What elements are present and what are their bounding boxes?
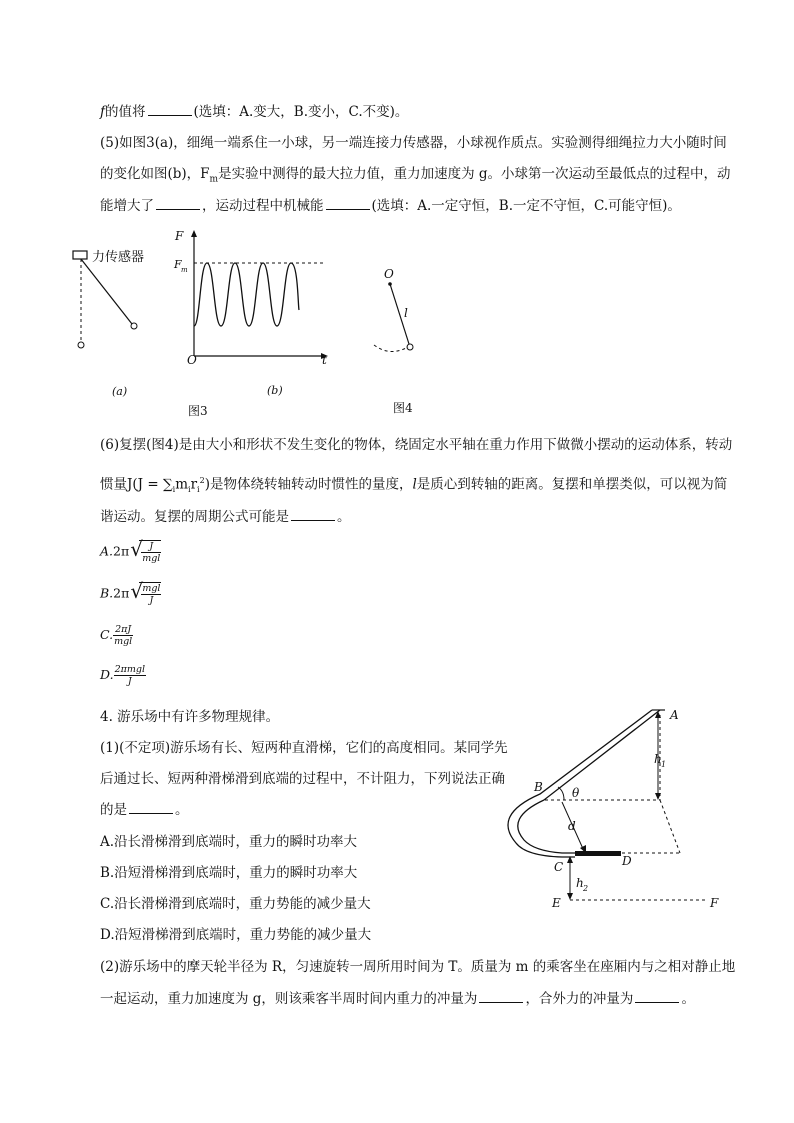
q6-line1: (6)复摆(图4)是由大小和形状不发生变化的物体，绕固定水平轴在重力作用下做微小摆动的运动体系，转动 — [100, 437, 733, 453]
denominator: mgl — [142, 553, 161, 564]
q4-choice-A[interactable]: A.沿长滑梯滑到底端时，重力的瞬时功率大 — [100, 834, 358, 850]
q4-text-b: 。 — [175, 802, 189, 818]
q4-choice-D[interactable]: D.沿短滑梯滑到底端时，重力势能的减少量大 — [100, 927, 372, 943]
q6-var-l: l — [412, 476, 417, 493]
q4-choice-B[interactable]: B.沿短滑梯滑到底端时，重力的瞬时功率大 — [100, 865, 358, 881]
axis-F-label: F — [175, 229, 184, 243]
sensor-label: 力传感器 — [92, 250, 145, 265]
answer-blank-period[interactable] — [291, 508, 335, 521]
q4-p1-line3 — [100, 801, 189, 819]
q6-text-a: 惯量J(J = ∑ — [100, 476, 173, 493]
q6-text-g: 谐运动。复摆的周期公式可能是 — [100, 509, 289, 525]
q6-sup-2: 2 — [199, 476, 205, 485]
q5-line1: (5)如图3(a)，细绳一端系住一小球，另一端连接力传感器，小球视作质点。实验测得细绳拉力大小随时间 — [100, 135, 727, 151]
force-curve — [194, 263, 299, 326]
rope-line — [81, 259, 132, 324]
fig4-caption: 图4 — [393, 401, 413, 415]
fill-line-f — [100, 103, 408, 121]
option-B[interactable] — [100, 582, 161, 606]
q4-p2-line2 — [100, 990, 695, 1008]
q6-text-d: )是物体绕转轴转动时惯性的量度， — [204, 476, 413, 493]
q4-p2-text-b: ，合外力的冲量为 — [525, 991, 634, 1007]
q5-line2 — [100, 165, 731, 189]
text-value-will: 的值将 — [105, 104, 146, 120]
q5-text-c: 能增大了 — [100, 198, 154, 214]
q5-sub-m: m — [209, 174, 219, 185]
theta-label: θ — [572, 786, 580, 800]
numerator: 2πmgl — [114, 664, 145, 675]
point-C-label: C — [554, 860, 564, 874]
origin-label: O — [187, 353, 197, 367]
numerator: √ J — [141, 541, 161, 553]
answer-blank[interactable] — [148, 103, 192, 116]
answer-blank-gravity-impulse[interactable] — [479, 990, 523, 1003]
numerator: 2πJ — [113, 624, 133, 636]
option-letter: C. — [100, 627, 114, 642]
h1-sub: 1 — [661, 760, 667, 769]
option-prefix: 2π — [113, 543, 130, 559]
h2-sub: 2 — [583, 884, 589, 893]
swing-arc — [374, 345, 408, 352]
axis-Fm-label: F — [174, 258, 182, 271]
length-l-label: l — [404, 306, 408, 320]
h1-label: h — [654, 752, 662, 766]
figure-4 — [370, 265, 450, 365]
var-f: f — [100, 104, 105, 120]
point-F-label: F — [710, 896, 719, 910]
sqrt-sign — [139, 582, 161, 606]
q4-p2-text-c: 。 — [681, 991, 695, 1007]
slide-rail-outer — [508, 710, 652, 857]
q5-line3 — [100, 197, 681, 215]
denominator: J — [149, 595, 154, 606]
option-prefix: 2π — [113, 585, 130, 601]
answer-blank-energy[interactable] — [326, 197, 370, 210]
q6-line2 — [100, 472, 727, 499]
axis-Fm-sub: m — [181, 266, 188, 274]
q6-text-end: 。 — [337, 509, 351, 525]
figure-3a — [70, 245, 180, 398]
choice-hint: (选填：A.变大，B.变小，C.不变)。 — [193, 104, 409, 120]
d-label: d — [568, 819, 576, 833]
denominator: J — [127, 676, 132, 687]
q6-text-m: m — [175, 476, 188, 493]
numerator: √ mgl — [142, 583, 161, 594]
option-letter: D. — [100, 667, 114, 682]
fraction — [141, 541, 161, 564]
denominator: mgl — [114, 636, 133, 647]
landing-mat — [575, 851, 621, 856]
answer-blank-kinetic[interactable] — [156, 197, 200, 210]
option-D[interactable] — [100, 664, 146, 687]
point-D-label: D — [622, 854, 632, 868]
label-a: (a) — [112, 385, 128, 398]
q5-text-d: ，运动过程中机械能 — [202, 198, 324, 214]
fraction — [114, 664, 146, 687]
figure-3b-graph — [170, 228, 330, 397]
ball-icon — [131, 323, 137, 329]
sqrt-sign — [139, 540, 161, 564]
q6-sub-i: i — [172, 485, 176, 495]
point-A-label: A — [670, 708, 679, 722]
q4-text-a: 的是 — [100, 802, 127, 818]
point-E-label: E — [552, 896, 561, 910]
q4-choice-C[interactable]: C.沿长滑梯滑到底端时，重力势能的减少量大 — [100, 896, 371, 912]
q6-text-f: 是质心到转轴的距离。复摆和单摆类似，可以视为简 — [416, 476, 728, 493]
q6-sub-i2: i — [188, 485, 191, 495]
fraction — [141, 583, 161, 606]
ball-rest-icon — [78, 342, 84, 348]
q4-title: 4. 游乐场中有许多物理规律。 — [100, 709, 280, 725]
answer-blank-net-impulse[interactable] — [635, 990, 679, 1003]
fig3-caption: 图3 — [188, 404, 208, 418]
q4-p2-line1: (2)游乐场中的摩天轮半径为 R，匀速旋转一周所用时间为 T。质量为 m 的乘客坐在座厢内与之相对静止地 — [100, 959, 736, 975]
option-letter: B. — [100, 585, 114, 601]
q6-sub-i3: i — [197, 485, 200, 495]
q6-text-r: r — [190, 476, 198, 493]
axis-t-label: t — [322, 353, 327, 367]
q6-line3 — [100, 508, 351, 526]
q5-text-b: 是实验中测得的最大拉力值，重力加速度为 g。小球第一次运动至最低点的过程中，动 — [218, 166, 731, 182]
label-b: (b) — [267, 384, 283, 397]
h2-label: h — [576, 876, 584, 890]
point-B-label: B — [534, 780, 543, 794]
pivot-O-label: O — [384, 267, 394, 281]
option-A[interactable] — [100, 540, 161, 564]
force-sensor-icon — [73, 251, 87, 259]
slide-figure — [500, 705, 750, 915]
q5-text-a: 的变化如图(b)，F — [100, 166, 210, 182]
fraction — [113, 624, 133, 647]
option-letter: A. — [100, 543, 114, 559]
option-C[interactable] — [100, 624, 133, 647]
q4-p1-line2: 后通过长、短两种滑梯滑到底端的过程中，不计阻力，下列说法正确 — [100, 771, 505, 787]
q4-p1-line1: (1)(不定项)游乐场有长、短两种直滑梯，它们的高度相同。某同学先 — [100, 740, 508, 756]
q5-text-e: (选填：A.一定守恒，B.一定不守恒，C.可能守恒)。 — [371, 198, 681, 214]
answer-blank-q4-1[interactable] — [129, 801, 173, 814]
q4-p2-text-a: 一起运动，重力加速度为 g，则该乘客半周时间内重力的冲量为 — [100, 991, 478, 1007]
